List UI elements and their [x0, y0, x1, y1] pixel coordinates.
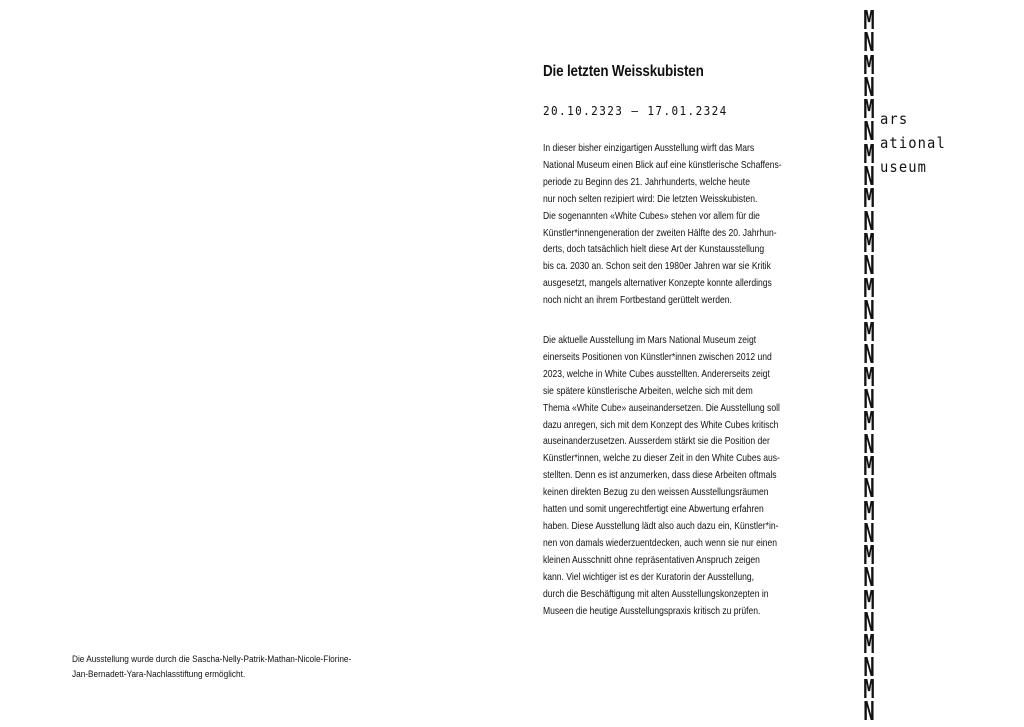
logo-letter: M: [863, 318, 875, 349]
logo-word-mars: ars: [880, 110, 909, 128]
paragraph-line: Museen die heutige Ausstellungspraxis kritisch zu prüfen.: [543, 605, 761, 617]
paragraph-line: Die aktuelle Ausstellung im Mars National Museum zeigt: [543, 335, 757, 346]
paragraph-line: Die sogenannten «White Cubes» stehen vor allem für die: [543, 210, 760, 222]
logo-letter: N: [863, 563, 875, 594]
logo-letter: N: [863, 518, 875, 549]
logo-letter: M: [863, 6, 875, 36]
exhibition-dates: 20.10.2323 – 17.01.2324: [543, 103, 728, 118]
logo-letter: N: [863, 652, 875, 683]
logo-letter: N: [863, 251, 875, 282]
logo-letter: M: [863, 585, 875, 616]
logo-letter: M: [863, 184, 875, 215]
footnote-line: Jan-Bernadett-Yara-Nachlasstiftung ermöglicht.: [72, 669, 246, 680]
logo-word-national: ational: [880, 134, 946, 152]
sponsor-footnote: [72, 652, 416, 682]
paragraph-line: keinen direkten Bezug zu den weissen Ausstellungsräumen: [543, 487, 769, 499]
paragraph-line: periode zu Beginn des 21. Jahrhunderts, welche heute: [543, 176, 750, 188]
logo-word-museum: useum: [880, 158, 928, 176]
logo-letter: M: [863, 139, 875, 170]
paragraph-line: Künstler*innengeneration der zweiten Hälfte des 20. Jahrhun-: [543, 227, 777, 239]
paragraph-line: nen von damals wiederzuentdecken, auch wenn sie nur einen: [543, 537, 778, 549]
footnote-line: Die Ausstellung wurde durch die Sascha-Nelly-Patrik-Mathan-Nicole-Florine-: [72, 654, 352, 665]
paragraph-line: dazu anregen, sich mit dem Konzept des White Cubes kritisch: [543, 419, 779, 431]
logo-letter: M: [863, 451, 875, 482]
paragraph-1: [543, 141, 820, 310]
paragraph-line: durch die Beschäftigung mit alten Ausstellungskonzepten in: [543, 588, 769, 600]
paragraph-line: 2023, welche in White Cubes ausstellten. Andererseits zeigt: [543, 368, 770, 380]
paragraph-line: noch nicht an ihrem Fortbestand gerüttelt werden.: [543, 295, 732, 307]
logo-letter: N: [863, 474, 875, 505]
paragraph-line: nur noch selten rezipiert wird: Die letzten Weisskubisten.: [543, 193, 758, 205]
logo-letter: N: [863, 206, 875, 237]
paragraph-line: kann. Viel wichtiger ist es der Kuratorin der Ausstellung,: [543, 571, 755, 583]
logo-letter: M: [863, 228, 875, 259]
logo-letter: M: [863, 541, 875, 572]
logo-letter: N: [863, 117, 875, 148]
paragraph-line: haben. Diese Ausstellung lädt also auch dazu ein, Künstler*in-: [543, 520, 779, 532]
logo-letter: N: [863, 697, 875, 727]
logo-letter: M: [863, 50, 875, 81]
museum-logo-letter-column: [858, 6, 880, 727]
logo-letter: M: [863, 95, 875, 126]
logo-letter: M: [863, 362, 875, 393]
logo-letter: N: [863, 608, 875, 639]
paragraph-line: einerseits Positionen von Künstler*innen zwischen 2012 und: [543, 351, 772, 363]
logo-letter: N: [863, 340, 875, 371]
logo-letter: M: [863, 496, 875, 527]
paragraph-line: Thema «White Cube» auseinandersetzen. Die Ausstellung soll: [543, 402, 780, 414]
paragraph-2: [543, 333, 820, 620]
paragraph-line: auseinanderzusetzen. Ausserdem stärkt sie die Position der: [543, 436, 770, 448]
paragraph-line: sie spätere künstlerische Arbeiten, welche sich mit dem: [543, 385, 753, 397]
paragraph-line: ausgesetzt, mangels alternativer Konzepte konnte allerdings: [543, 278, 772, 290]
logo-letter: M: [863, 273, 875, 304]
logo-letter: N: [863, 429, 875, 460]
logo-letter: N: [863, 295, 875, 326]
logo-letter: M: [863, 630, 875, 661]
paragraph-line: In dieser bisher einzigartigen Ausstellung wirft das Mars: [543, 143, 755, 154]
paragraph-line: hatten und somit ungerechtfertigt eine Abwertung erfahren: [543, 504, 764, 516]
logo-letter: N: [863, 72, 875, 103]
logo-letter: N: [863, 385, 875, 416]
paragraph-line: Künstler*innen, welche zu dieser Zeit in den White Cubes aus-: [543, 453, 780, 465]
logo-letter: N: [863, 28, 875, 59]
paragraph-line: derts, doch tatsächlich hielt diese Art der Kunstausstellung: [543, 244, 765, 256]
paragraph-line: stellten. Denn es ist anzumerken, dass diese Arbeiten oftmals: [543, 470, 777, 482]
logo-letter: M: [863, 674, 875, 705]
logo-letter: M: [863, 407, 875, 438]
logo-letter: N: [863, 162, 875, 193]
paragraph-line: National Museum einen Blick auf eine künstlerische Schaffens-: [543, 159, 782, 171]
exhibition-title: Die letzten Weisskubisten: [543, 63, 704, 80]
paragraph-line: kleinen Ausschnitt ohne repräsentativen Anspruch zeigen: [543, 554, 760, 566]
paragraph-line: bis ca. 2030 an. Schon seit den 1980er Jahren war sie Kritik: [543, 261, 771, 273]
